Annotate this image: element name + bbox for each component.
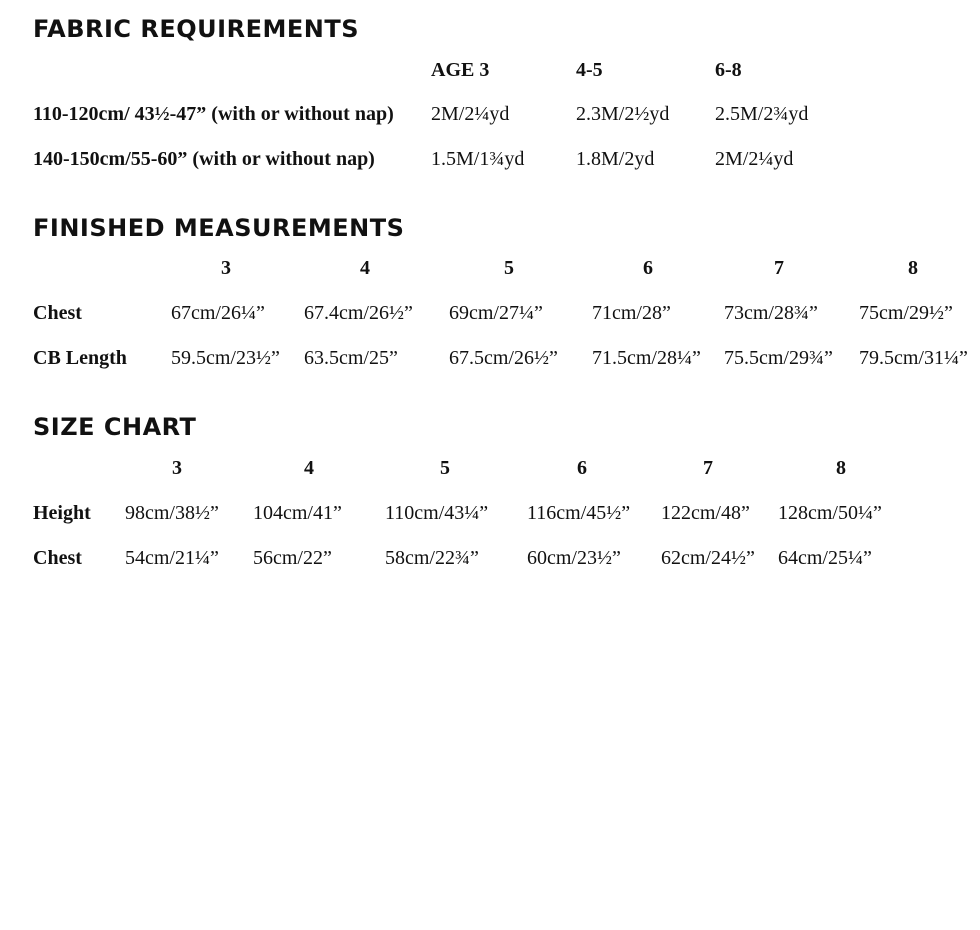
section-title: SIZE CHART [33,413,197,441]
table-cell: 1.5M/1¾yd [431,148,525,170]
column-header: 8 [836,457,846,479]
table-cell: 128cm/50¼” [778,502,882,524]
column-header: 7 [703,457,713,479]
table-cell: 73cm/28¾” [724,302,818,324]
table-cell: 75.5cm/29¾” [724,347,833,369]
table-cell: 116cm/45½” [527,502,631,524]
table-cell: 64cm/25¼” [778,547,872,569]
table-cell: 75cm/29½” [859,302,953,324]
row-label: 110-120cm/ 43½-47” (with or without nap) [33,103,394,125]
table-cell: 63.5cm/25” [304,347,398,369]
column-header: 5 [440,457,450,479]
table-cell: 58cm/22¾” [385,547,479,569]
table-cell: 67.4cm/26½” [304,302,413,324]
row-label: Chest [33,547,82,569]
table-cell: 2.3M/2½yd [576,103,670,125]
column-header: 3 [221,257,231,279]
row-label: Height [33,502,91,524]
column-header: 4-5 [576,59,603,81]
table-cell: 56cm/22” [253,547,332,569]
section-title: FABRIC REQUIREMENTS [33,15,359,43]
table-cell: 54cm/21¼” [125,547,219,569]
table-cell: 2M/2¼yd [431,103,510,125]
table-cell: 110cm/43¼” [385,502,489,524]
column-header: 3 [172,457,182,479]
table-cell: 122cm/48” [661,502,750,524]
table-cell: 1.8M/2yd [576,148,655,170]
column-header: 6 [643,257,653,279]
column-header: 6 [577,457,587,479]
row-label: CB Length [33,347,127,369]
table-cell: 79.5cm/31¼” [859,347,968,369]
table-cell: 2M/2¼yd [715,148,794,170]
table-cell: 71.5cm/28¼” [592,347,701,369]
column-header: 7 [774,257,784,279]
table-cell: 67cm/26¼” [171,302,265,324]
row-label: Chest [33,302,82,324]
table-cell: 71cm/28” [592,302,671,324]
column-header: 4 [360,257,370,279]
table-cell: 59.5cm/23½” [171,347,280,369]
row-label: 140-150cm/55-60” (with or without nap) [33,148,375,170]
column-header: 6-8 [715,59,742,81]
table-cell: 69cm/27¼” [449,302,543,324]
table-cell: 60cm/23½” [527,547,621,569]
table-cell: 2.5M/2¾yd [715,103,809,125]
column-header: 8 [908,257,918,279]
section-title: FINISHED MEASUREMENTS [33,214,405,242]
column-header: 4 [304,457,314,479]
column-header: 5 [504,257,514,279]
table-cell: 104cm/41” [253,502,342,524]
table-cell: 98cm/38½” [125,502,219,524]
table-cell: 67.5cm/26½” [449,347,558,369]
column-header: AGE 3 [431,59,490,81]
table-cell: 62cm/24½” [661,547,755,569]
